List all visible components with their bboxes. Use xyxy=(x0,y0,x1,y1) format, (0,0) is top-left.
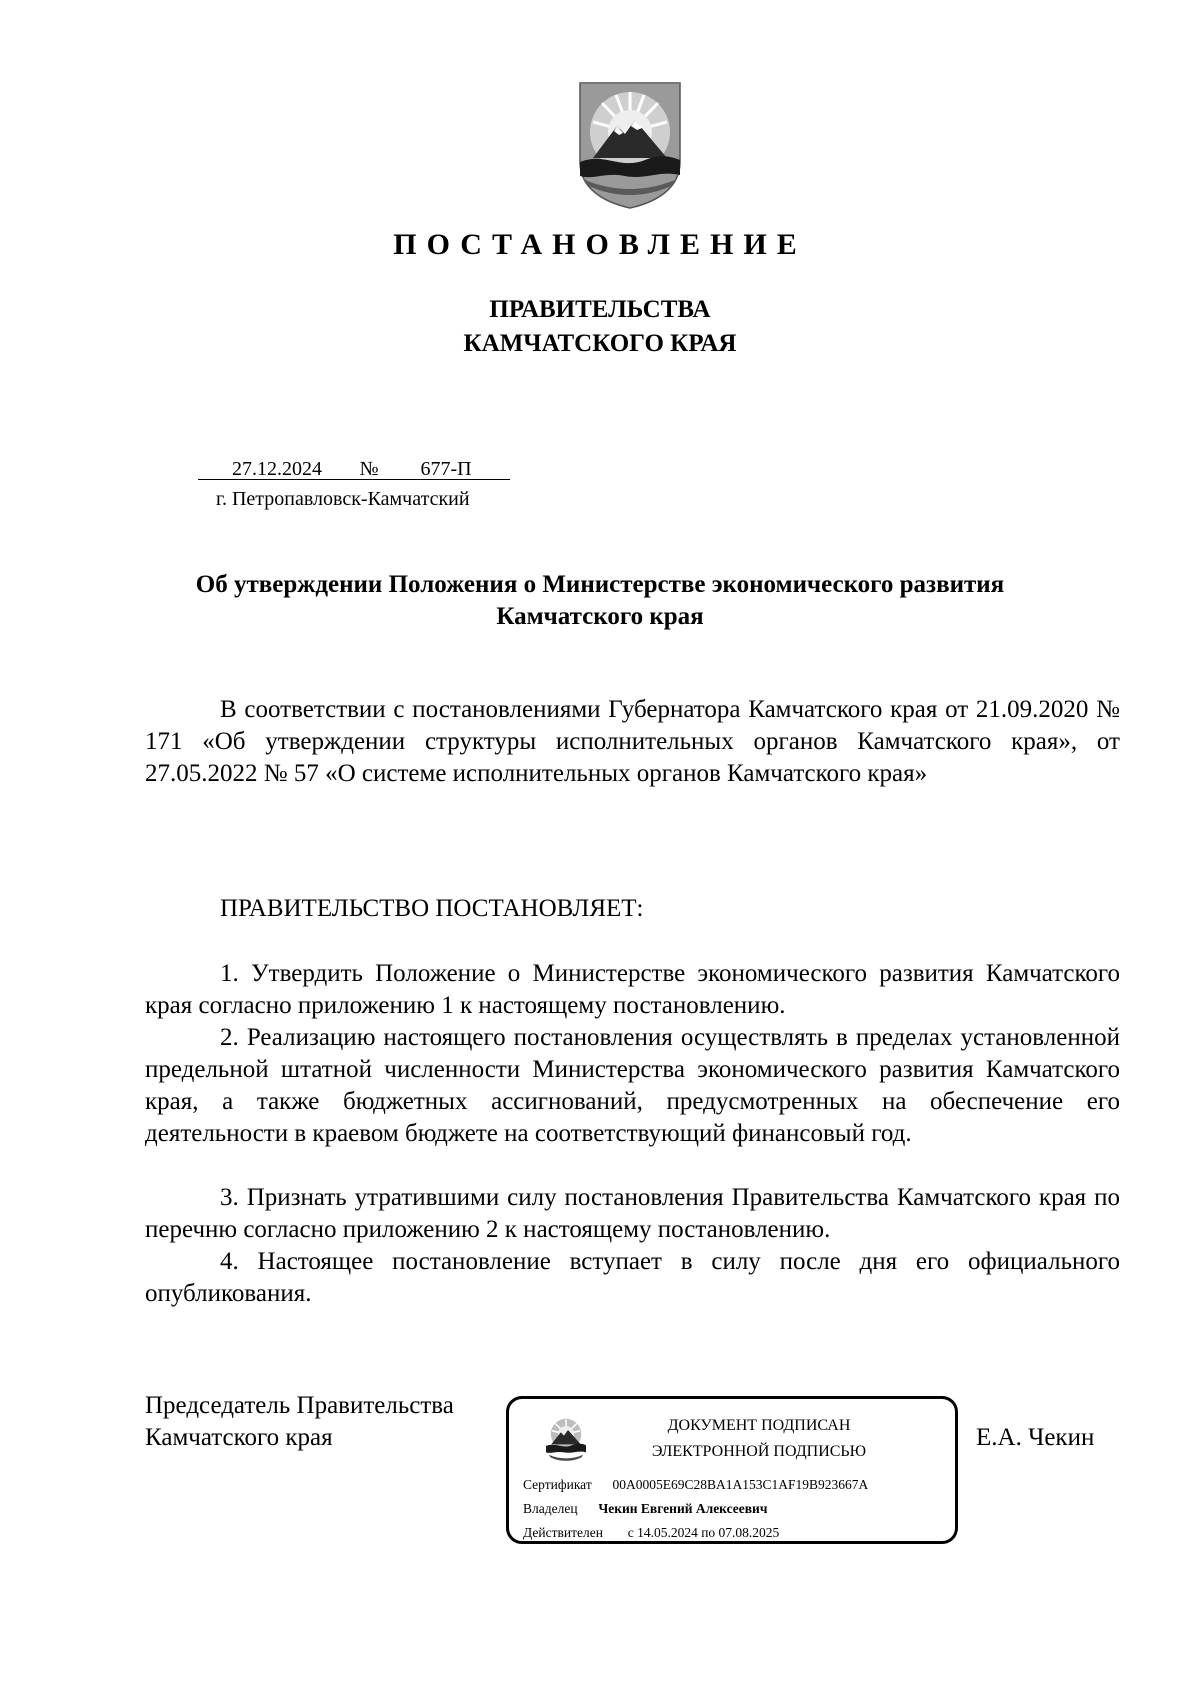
item-4-paragraph: 4. Настоящее постановление вступает в силу после дня его официального опубликования. xyxy=(145,1248,1120,1307)
signer-position-line-2: Камчатского края xyxy=(145,1424,333,1451)
stamp-owner-row xyxy=(523,1501,767,1517)
stamp-coat-of-arms-icon xyxy=(544,1413,588,1467)
stamp-title-line-1: ДОКУМЕНТ ПОДПИСАН xyxy=(667,1417,851,1434)
item-1-paragraph: 1. Утвердить Положение о Министерстве экономического развития Камчатского края согласно приложению 1 к настоящему постановлению. xyxy=(145,960,1120,1019)
item-2-paragraph: 2. Реализацию настоящего постановления осуществлять в пределах установленной предельной штатной численности Министерства экономического развития Камчатского края, а также бюджетных ассигнований, предусмотренных на обеспечение его деятельности в краевом бюджете на соответствующий финансовый год. xyxy=(145,1024,1120,1147)
electronic-signature-stamp xyxy=(506,1396,958,1544)
registration-date: 27.12.2024 xyxy=(198,459,356,480)
registration-number: 677-П xyxy=(382,459,510,480)
stamp-valid-from: 14.05.2024 xyxy=(637,1525,698,1540)
coat-of-arms-icon xyxy=(575,80,685,210)
signer-position-line-1: Председатель Правительства xyxy=(145,1392,454,1419)
stamp-cert-row xyxy=(523,1477,868,1493)
resolves-heading: ПРАВИТЕЛЬСТВО ПОСТАНОВЛЯЕТ: xyxy=(220,895,644,922)
stamp-title-line-2: ЭЛЕКТРОННОЙ ПОДПИСЬЮ xyxy=(651,1443,867,1460)
stamp-valid-to-prefix: по xyxy=(701,1525,716,1540)
subject-line-1: Об утверждении Положения о Министерстве экономического развития xyxy=(195,571,1005,598)
stamp-owner-value: Чекин Евгений Алексеевич xyxy=(598,1501,768,1516)
city-name: г. Петропавловск-Камчатский xyxy=(216,488,470,510)
stamp-owner-label: Владелец xyxy=(523,1501,578,1516)
document-type-title: ПОСТАНОВЛЕНИЕ xyxy=(393,228,807,261)
stamp-cert-label: Сертификат xyxy=(523,1477,592,1492)
signer-name: Е.А. Чекин xyxy=(976,1424,1095,1451)
registration-line xyxy=(198,458,510,481)
issuer-line-1: ПРАВИТЕЛЬСТВА xyxy=(489,296,711,323)
stamp-valid-row xyxy=(523,1525,779,1541)
stamp-cert-value: 00A0005E69C28BA1A153C1AF19B923667A xyxy=(612,1477,869,1492)
number-sign: № xyxy=(356,459,382,480)
stamp-valid-from-prefix: с xyxy=(627,1525,634,1540)
subject-line-2: Камчатского края xyxy=(496,603,704,630)
stamp-valid-label: Действителен xyxy=(523,1525,603,1540)
preamble-paragraph: В соответствии с постановлениями Губернатора Камчатского края от 21.09.2020 № 171 «Об утверждении структуры исполнительных органов Камчатского края», от 27.05.2022 № 57 «О системе исполнительных органов Камчатского края» xyxy=(145,696,1120,787)
stamp-valid-to: 07.08.2025 xyxy=(718,1525,780,1540)
issuer-line-2: КАМЧАТСКОГО КРАЯ xyxy=(463,330,737,357)
item-3-paragraph: 3. Признать утратившими силу постановления Правительства Камчатского края по перечню согласно приложению 2 к настоящему постановлению. xyxy=(145,1184,1120,1243)
